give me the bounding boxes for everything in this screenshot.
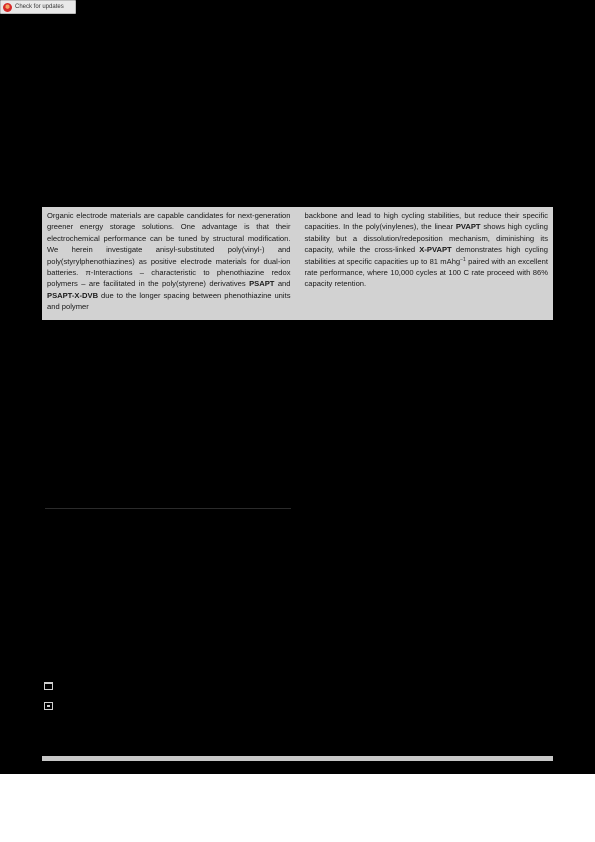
abstract-text: due to the longer spacing between phenothiazine units and polymer: [47, 290, 291, 312]
bottom-bar: [42, 756, 553, 761]
abstract-text: demonstrates high cycling stabilities at specific capacities up to 81 mAhg: [304, 245, 548, 266]
abstract-text: backbone and lead to high cycling stabilities, but reduce their specific capacities. In the poly(vinylenes), the linear: [304, 211, 548, 232]
abstract-text: paired with an excellent rate performance, where 10,000 cycles at 100 C rate proceed with 86% capacity retention.: [304, 256, 548, 289]
compound-name: PVAPT: [455, 222, 481, 232]
compound-name: PSAPT-X-DVB: [47, 290, 99, 300]
check-for-updates-label: Check for updates: [15, 4, 64, 10]
check-for-updates-button[interactable]: [0, 0, 76, 14]
unit-superscript: −1: [460, 256, 466, 263]
compound-name: X-PVAPT: [419, 245, 452, 255]
abstract-text: and: [274, 279, 291, 289]
abstract-column-left: [47, 210, 291, 320]
compound-name: PSAPT: [249, 279, 275, 289]
abstract-text: shows high cycling stability but a dissolution/redeposition mechanism, diminishing its capacity, while the cross-linked: [304, 222, 548, 255]
section-divider: [45, 508, 291, 509]
abstract-text: Organic electrode materials are capable candidates for next-generation greener energy storage solutions. One advantage is that their electrochemical performance can be tuned by structural modification. We herein investigate anisyl-substituted poly(vinyl-) and poly(styrylphenothiazines) as positive electrode materials for dual-ion batteries. π-Interactions – characteristic to phenothiazine redox polymers – are facilitated in the poly(styrene) derivatives: [47, 211, 291, 289]
abstract-column-right: [305, 210, 549, 320]
abstract-box: [42, 207, 553, 320]
footnote-icon-1: [44, 682, 53, 690]
check-updates-icon: [3, 3, 12, 12]
footnote-icon-2: [44, 702, 53, 710]
